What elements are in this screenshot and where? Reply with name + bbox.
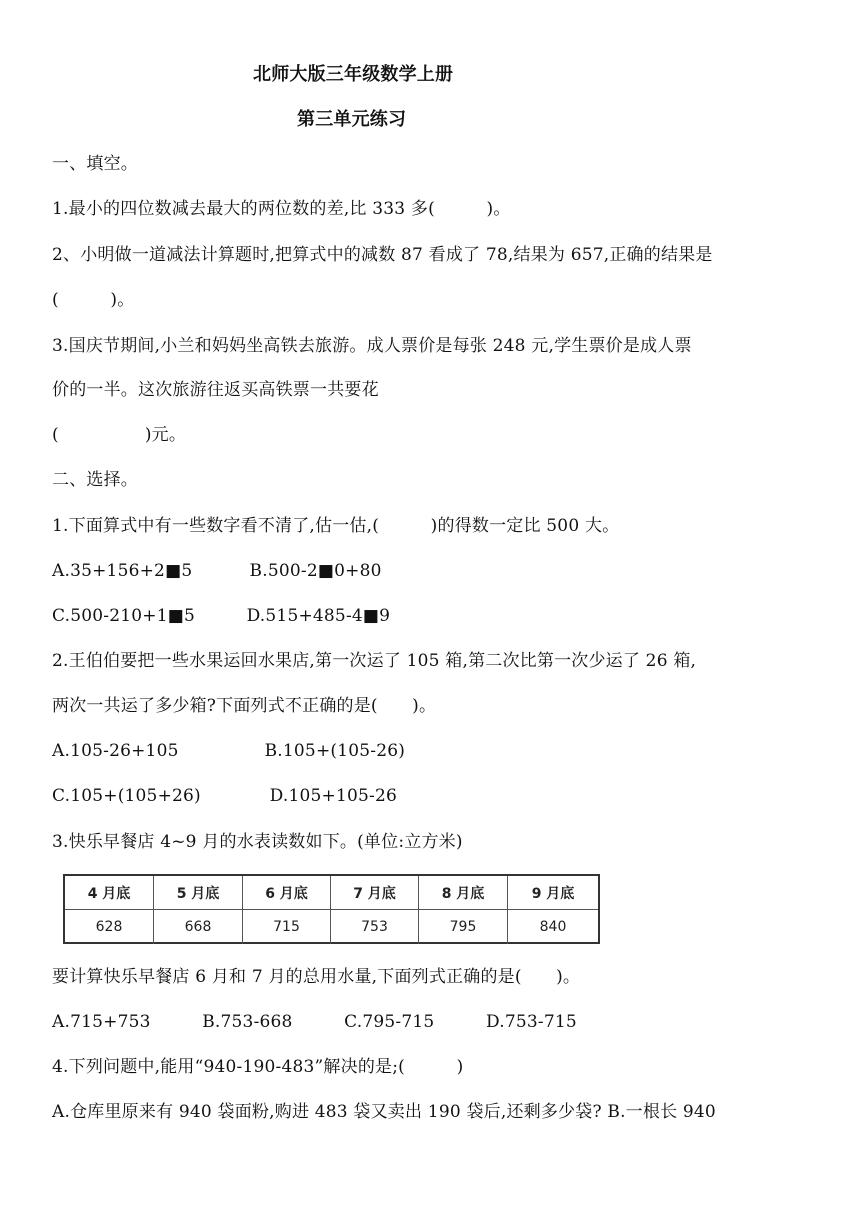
question-text: 要计算快乐早餐店 6 月和 7 月的总用水量,下面列式正确的是( )。: [52, 967, 581, 987]
question-text: 4.下列问题中,能用“940-190-483”解决的是;( ): [52, 1057, 464, 1077]
choice-options: A.仓库里原来有 940 袋面粉,购进 483 袋又卖出 190 袋后,还剩多少袋? B.一根长 940: [52, 1102, 716, 1122]
question-text: ( )。: [52, 290, 135, 310]
page-subtitle: 第三单元练习: [297, 109, 407, 130]
section-heading-choice: 二、选择。: [52, 470, 138, 490]
table-header-cell: 9 月底: [508, 876, 598, 910]
question-text: 3.国庆节期间,小兰和妈妈坐高铁去旅游。成人票价是每张 248 元,学生票价是成人票: [52, 336, 692, 356]
table-header-cell: 8 月底: [419, 876, 508, 910]
choice-options: A.715+753 B.753-668 C.795-715 D.753-715: [52, 1012, 577, 1032]
question-text: ( )元。: [52, 425, 187, 445]
question-text: 1.下面算式中有一些数字看不清了,估一估,( )的得数一定比 500 大。: [52, 516, 620, 536]
choice-options: C.500-210+1■5 D.515+485-4■9: [52, 606, 391, 626]
question-text: 1.最小的四位数减去最大的两位数的差,比 333 多( )。: [52, 199, 511, 219]
choice-options: C.105+(105+26) D.105+105-26: [52, 786, 398, 806]
section-heading-fill-in: 一、填空。: [52, 154, 138, 174]
choice-options: A.35+156+2■5 B.500-2■0+80: [52, 561, 382, 581]
table-header-cell: 7 月底: [331, 876, 419, 910]
table-value-cell: 795: [419, 910, 508, 944]
question-text: 2.王伯伯要把一些水果运回水果店,第一次运了 105 箱,第二次比第一次少运了 26 箱,: [52, 651, 697, 671]
choice-options: A.105-26+105 B.105+(105-26): [52, 741, 406, 761]
page-title: 北师大版三年级数学上册: [253, 64, 454, 85]
table-value-cell: 628: [65, 910, 154, 944]
table-value-cell: 840: [539, 919, 567, 935]
water-meter-table: [63, 874, 600, 944]
question-text: 3.快乐早餐店 4~9 月的水表读数如下。(单位:立方米): [52, 832, 463, 852]
question-text: 2、小明做一道减法计算题时,把算式中的减数 87 看成了 78,结果为 657,正确的结果是: [52, 245, 713, 265]
table-value-cell: 753: [331, 910, 419, 944]
table-header-cell: 5 月底: [154, 876, 243, 910]
question-text: 两次一共运了多少箱?下面列式不正确的是( )。: [52, 696, 437, 716]
table-value-cell: 668: [154, 910, 243, 944]
question-text: 价的一半。这次旅游往返买高铁票一共要花: [52, 380, 379, 400]
table-value-cell: 715: [243, 910, 331, 944]
table-header-cell: 6 月底: [243, 876, 331, 910]
table-header-cell: 4 月底: [65, 876, 154, 910]
